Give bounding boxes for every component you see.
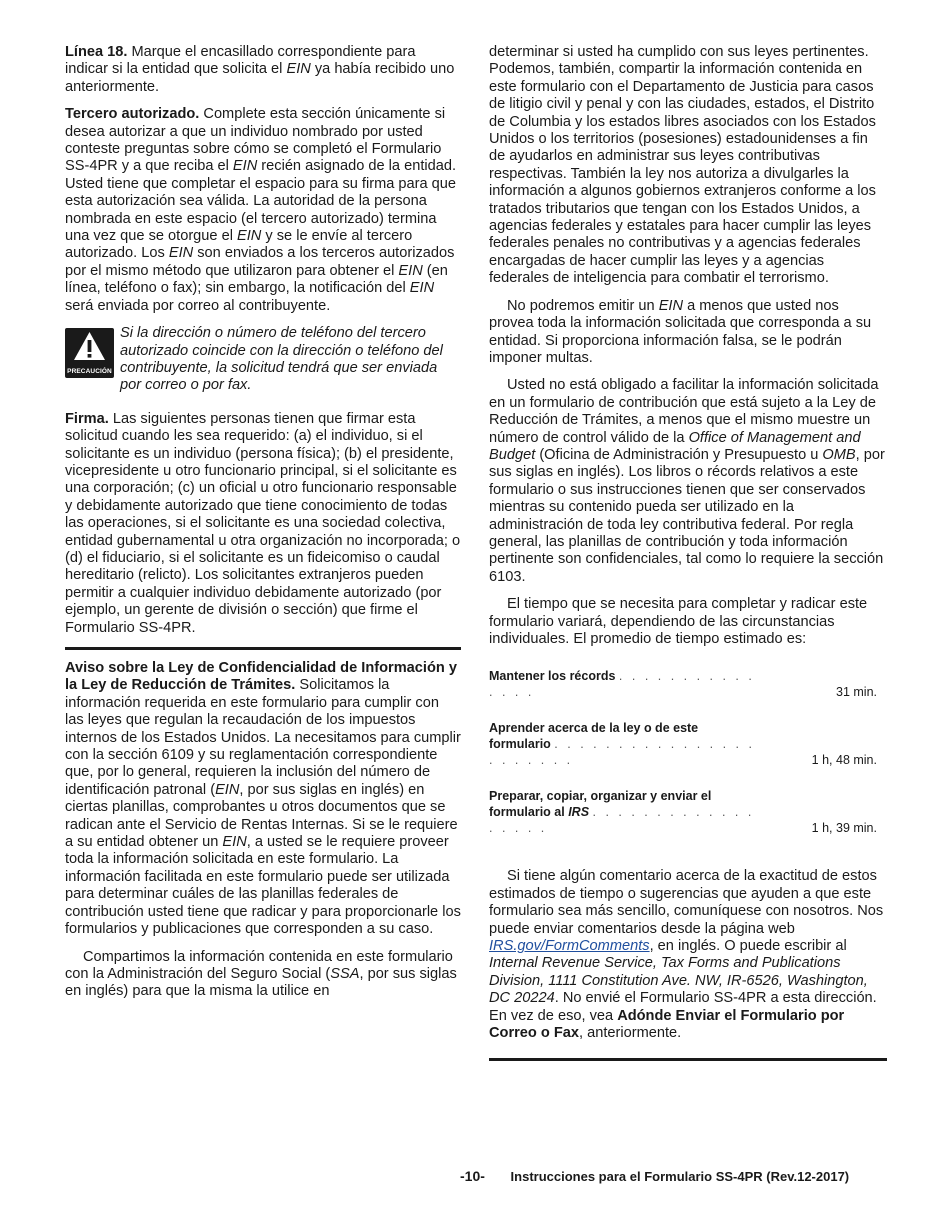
- right-column: [489, 44, 887, 1061]
- page-number: -10-: [460, 1168, 485, 1184]
- time-value: 31 min.: [836, 685, 877, 700]
- caution-note: [65, 325, 461, 395]
- irs-address: Internal Revenue Service, Tax Forms and Publications Division, 1111 Constitution Ave. NW, IR-6526, Washington, DC 20224: [489, 955, 868, 1007]
- continuation-paragraph: determinar si usted ha cumplido con sus leyes pertinentes. Podemos, también, compartir la información contenida en este formulario con el Departamento de Justicia para casos de litigio civil y penal y con las ciudades, estados, el Distrito de Columbia y los estados libres asociados con los Estados Unidos o los territorios (posesiones) estadounidenses a fin de ayudarlos en administrar sus leyes contributivas respectivas. También la ley nos autoriza a divulgarles la información a algunos gobiernos extranjeros conforme a los tratados tributarios que tengan con los Estados Unidos, a agencias federales y estatales para hacer cumplir las leyes federales penales no contributivas y a agencias federales encargadas de hacer cumplir las leyes y a agencias federales de inteligencia para combatir el terrorismo.: [489, 44, 876, 287]
- time-row: Mantener los récords . . . . . . . . . . . . . . . 31 min.: [489, 669, 877, 700]
- aviso-paragraph: Aviso sobre la Ley de Confidencialidad de Información y la Ley de Reducción de Trámites. Solicitamos la información requerida en este formulario para cumplir con las leyes que regulan la recaudación de los impuestos internos de los Estados Unidos. La necesitamos para cumplir con la sección 6109 y su reglamentación correspondiente que, por lo general, requieren la inclusión del número de identificación patronal (EIN, por sus siglas en inglés) en ciertas planillas, comprobantes u otros documentos que se radican ante el Servicio de Rentas Internas. Si se le requiere a su entidad obtener un EIN, a usted se le requiere proveer toda la información solicitada en este formulario. La información facilitada en este formulario puede ser utilizada para determinar cuáles de las planillas federales de contribución usted tiene que radicar y para proporcionarle los formularios y publicaciones que corresponden a su caso.: [65, 660, 461, 938]
- time-value: 1 h, 48 min.: [811, 753, 877, 768]
- linea18-heading: Línea 18.: [65, 44, 128, 60]
- comentario-paragraph: Si tiene algún comentario acerca de la exactitud de estos estimados de tiempo o sugerencias que ayuden a que este formulario sea más sencillo, comuníquese con nosotros. Nos puede enviar comentarios desde la página web IRS.gov/FormComments, en inglés. O puede escribir al Internal Revenue Service, Tax Forms and Publications Division, 1111 Constitution Ave. NW, IR-6526, Washington, DC 20224. No envié el Formulario SS-4PR a esta dirección. En vez de eso, vea Adónde Enviar el Formulario por Correo o Fax, anteriormente.: [489, 868, 884, 1042]
- time-row: Aprender acerca de la ley o de este formulario . . . . . . . . . . . . . . . . . . . . . . . 1 h, 48 min.: [489, 721, 877, 768]
- linea18-paragraph: Línea 18. Marque el encasillado correspondiente para indicar si la entidad que solicita el EIN ya había recibido uno anteriormente.: [65, 44, 455, 95]
- compartimos-paragraph: Compartimos la información contenida en este formulario con la Administración del Seguro Social (SSA, por sus siglas en inglés) para que la misma la utilice en: [65, 948, 457, 1000]
- caution-label: PRECAUCIÓN: [67, 368, 112, 376]
- tercero-heading: Tercero autorizado.: [65, 106, 200, 123]
- firma-heading: Firma.: [65, 410, 109, 427]
- time-value: 1 h, 39 min.: [811, 821, 877, 836]
- left-column: [65, 44, 461, 1011]
- warning-triangle-icon: [73, 331, 106, 361]
- end-divider: [489, 1058, 887, 1061]
- section-divider: [65, 647, 461, 650]
- firma-paragraph: Firma. Las siguientes personas tienen que firmar esta solicitud cuando les sea requerido: (a) el individuo, si el solicitante es un individuo (persona física); (b) el presidente, vicepresidente u otro funcionario principal, si el solicitante es una corporación; (c) un oficial u otro funcionario responsable y debidamente autorizado que tiene conocimiento de todas las operaciones, si el solicitante es una sociedad colectiva, entidad gubernamental u otra organización no incorporada; o (d) el fiduciario, si el solicitante es un fideicomiso o caudal hereditario (relicto). Los solicitantes extranjeros pueden permitir a cualquier individuo debidamente autorizado (por ejemplo, un gerente de división o sección) que firme el Formulario SS-4PR.: [65, 410, 461, 636]
- time-estimate-table: [489, 668, 887, 836]
- page-footer: [460, 1168, 890, 1185]
- form-comments-link[interactable]: IRS.gov/FormComments: [489, 938, 650, 955]
- caution-icon: [65, 328, 114, 378]
- caution-text: Si la dirección o número de teléfono del tercero autorizado coincide con la dirección o teléfono del contribuyente, la solicitud tendrá que ser enviada por correo o por fax.: [120, 325, 443, 394]
- aviso-heading: Aviso sobre la Ley de Confidencialidad de Información y la Ley de Reducción de Trámites.: [65, 660, 457, 694]
- tercero-paragraph: Tercero autorizado. Complete esta sección únicamente si desea autorizar a que un individuo nombrado por usted conteste preguntas sobre cómo se completó el Formulario SS-4PR y a que reciba el EIN recién asignado de la entidad. Usted tiene que completar el espacio para su firma para que esta autorización sea válida. La autoridad de la persona nombrada en este espacio (el tercero autorizado) termina una vez que se otorgue el EIN y se le envíe al tercero autorizado. Los EIN son enviados a los terceros autorizados por el mismo método que utilizaron para obtener el EIN (en línea, teléfono o fax); sin embargo, la notificación del EIN será enviada por correo al contribuyente.: [65, 106, 457, 314]
- no-emitir-paragraph: No podremos emitir un EIN a menos que usted nos provea toda la información solicitada que corresponda a su entidad. Si proporciona información falsa, se le podrán imponer multas.: [489, 297, 872, 366]
- footer-title: Instrucciones para el Formulario SS-4PR (Rev.12-2017): [510, 1169, 850, 1184]
- no-obligado-paragraph: Usted no está obligado a facilitar la información solicitada en un formulario de contribución que está sujeto a la Ley de Reducción de Trámites, a menos que el mismo muestre un número de control válido de la Office of Management and Budget (Oficina de Administración y Presupuesto u OMB, por sus siglas en inglés). Los libros o récords relativos a este formulario o sus instrucciones tienen que ser conservados mientras su contenido pueda ser utilizado en la administración de toda ley contributiva federal. Por regla general, las planillas de contribución y toda información pertinente son confidenciales, tal como lo requiere la sección 6103.: [489, 377, 885, 585]
- time-row: Preparar, copiar, organizar y enviar el formulario al IRS . . . . . . . . . . . . . . . . . . 1 h, 39 min.: [489, 789, 877, 836]
- tiempo-paragraph: El tiempo que se necesita para completar y radicar este formulario variará, dependiendo de las circunstancias individuales. El promedio de tiempo estimado es:: [489, 596, 868, 647]
